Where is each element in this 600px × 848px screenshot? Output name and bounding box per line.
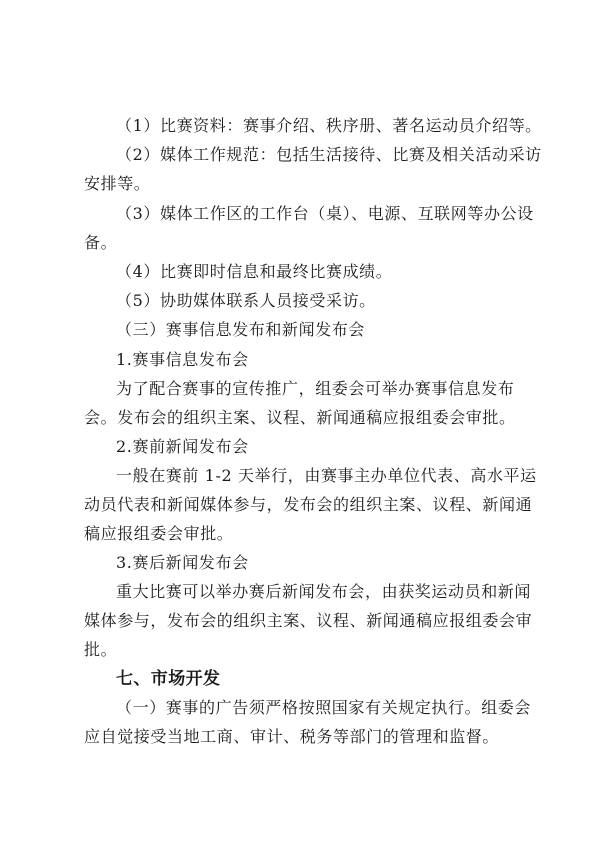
paragraph-line: 安排等。 [84,174,151,193]
section-heading: （三）赛事信息发布和新闻发布会 [116,320,366,339]
paragraph-line: 重大比赛可以举办赛后新闻发布会，由获奖运动员和新闻 [116,582,532,601]
paragraph-line: （1）比赛资料：赛事介绍、秩序册、著名运动员介绍等。 [116,116,542,135]
paragraph-line: （5）协助媒体联系人员接受采访。 [116,291,376,310]
paragraph-line: （一）赛事的广告须严格按照国家有关规定执行。组委会 [116,698,532,717]
paragraph-line: （2）媒体工作规范：包括生活接待、比赛及相关活动采访 [116,145,542,164]
subsection-heading: 3.赛后新闻发布会 [116,553,249,572]
paragraph-line: 一般在赛前 1-2 天举行，由赛事主办单位代表、高水平运 [116,466,537,485]
paragraph-line: 稿应报组委会审批。 [84,524,234,543]
paragraph-line: 应自觉接受当地工商、审计、税务等部门的管理和监督。 [84,727,500,746]
paragraph-line: 备。 [84,233,118,252]
paragraph-line: 动员代表和新闻媒体参与，发布会的组织主案、议程、新闻通 [84,495,533,514]
paragraph-line: 媒体参与，发布会的组织主案、议程、新闻通稿应报组委会审 [84,611,533,630]
chapter-heading: 七、市场开发 [116,669,221,689]
paragraph-line: 批。 [84,640,118,659]
subsection-heading: 1.赛事信息发布会 [116,350,249,369]
paragraph-line: （4）比赛即时信息和最终比赛成绩。 [116,262,393,281]
paragraph-line: 为了配合赛事的宣传推广，组委会可举办赛事信息发布 [116,379,515,398]
paragraph-line: （3）媒体工作区的工作台（桌）、电源、互联网等办公设 [116,204,534,223]
paragraph-line: 会。发布会的组织主案、议程、新闻通稿应报组委会审批。 [84,408,516,427]
subsection-heading: 2.赛前新闻发布会 [116,437,249,456]
